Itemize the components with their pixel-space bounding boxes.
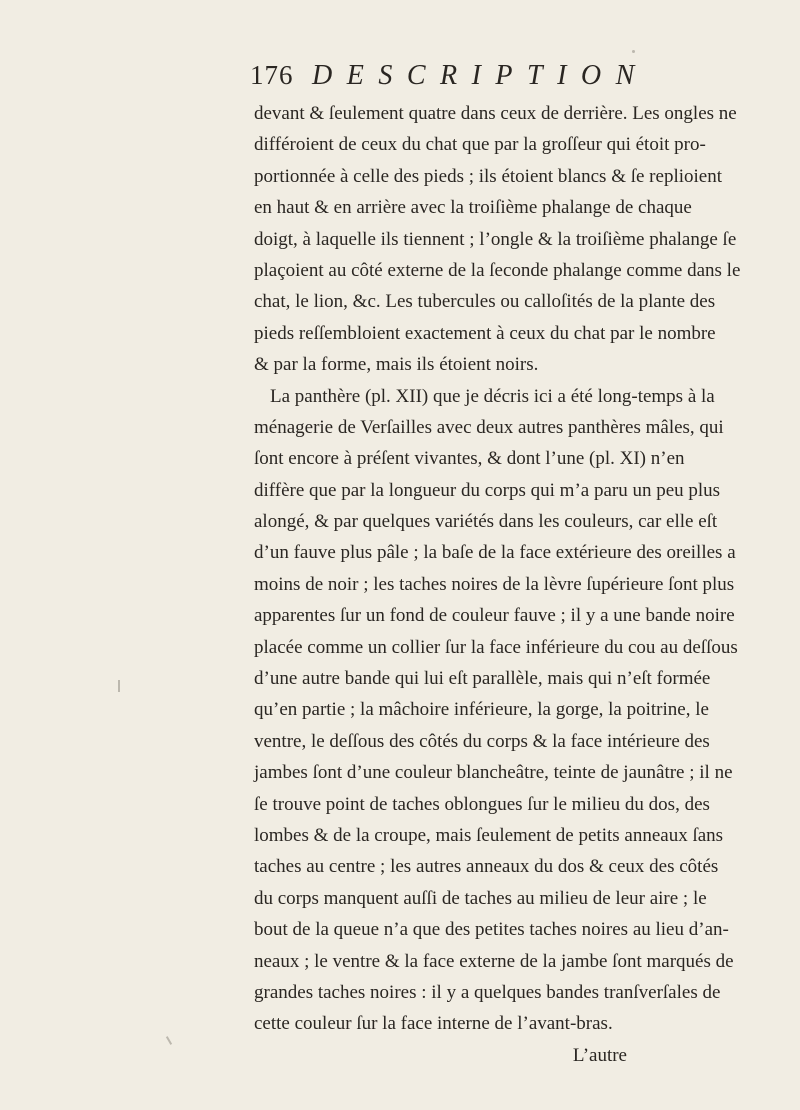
catchword: L’autre	[572, 1044, 627, 1066]
text-line: bout de la queue n’a que des petites taches noires au lieu d’an-	[254, 919, 729, 941]
text-line: qu’en partie ; la mâchoire inférieure, la gorge, la poitrine, le	[254, 699, 709, 721]
text-line: diffère que par la longueur du corps qui m’a paru un peu plus	[254, 479, 721, 501]
text-line: alongé, & par quelques variétés dans les couleurs, car elle eſt	[254, 511, 718, 533]
text-line: ſe trouve point de taches oblongues ſur le milieu du dos, des	[254, 793, 710, 815]
text-line: taches au centre ; les autres anneaux du dos & ceux des côtés	[254, 856, 719, 878]
text-line: ménagerie de Verſailles avec deux autres panthères mâles, qui	[254, 416, 724, 438]
text-line: & par la forme, mais ils étoient noirs.	[254, 354, 539, 376]
paper-speck	[118, 680, 120, 692]
text-line: La panthère (pl. XII) que je décris ici a été long-temps à la	[270, 385, 715, 407]
running-title: DESCRIPTION	[312, 60, 649, 91]
paper-speck	[166, 1036, 172, 1045]
text-line: en haut & en arrière avec la troiſième phalange de chaque	[254, 197, 692, 219]
text-line: du corps manquent auſſi de taches au milieu de leur aire ; le	[254, 887, 707, 909]
body-text	[254, 98, 741, 1071]
text-line: d’un fauve plus pâle ; la baſe de la face extérieure des oreilles a	[254, 542, 736, 564]
text-line: devant & ſeulement quatre dans ceux de derrière. Les ongles ne	[254, 103, 737, 124]
text-line: plaçoient au côté externe de la ſeconde phalange comme dans le	[254, 259, 741, 281]
text-line: d’une autre bande qui lui eſt parallèle, mais qui n’eſt formée	[254, 668, 711, 690]
text-line: cette couleur ſur la face interne de l’avant-bras.	[254, 1013, 613, 1035]
text-line: ſont encore à préſent vivantes, & dont l’une (pl. XI) n’en	[254, 448, 685, 470]
text-line: doigt, à laquelle ils tiennent ; l’ongle & la troiſième phalange ſe	[254, 228, 737, 250]
text-line: apparentes ſur un fond de couleur fauve ; il y a une bande noire	[254, 605, 735, 627]
text-line: moins de noir ; les taches noires de la lèvre ſupérieure ſont plus	[254, 573, 735, 595]
text-line: grandes taches noires : il y a quelques bandes tranſverſales de	[254, 981, 721, 1003]
text-line: jambes ſont d’une couleur blancheâtre, teinte de jaunâtre ; il ne	[254, 762, 733, 784]
page-header	[250, 60, 649, 96]
text-line: portionnée à celle des pieds ; ils étoient blancs & ſe replioient	[254, 165, 722, 187]
text-line: ventre, le deſſous des côtés du corps & la face intérieure des	[254, 730, 710, 752]
text-line: lombes & de la croupe, mais ſeulement de petits anneaux ſans	[254, 824, 724, 846]
text-line: chat, le lion, &c. Les tubercules ou calloſités de la plante des	[254, 291, 716, 313]
page-number: 176	[250, 60, 294, 90]
paper-speck	[632, 50, 635, 53]
text-line: différoient de ceux du chat que par la groſſeur qui étoit pro-	[254, 134, 706, 156]
text-line: pieds reſſembloient exactement à ceux du chat par le nombre	[254, 322, 716, 344]
text-line: placée comme un collier ſur la face inférieure du cou au deſſous	[254, 636, 738, 658]
text-line: neaux ; le ventre & la face externe de la jambe ſont marqués de	[254, 950, 734, 972]
